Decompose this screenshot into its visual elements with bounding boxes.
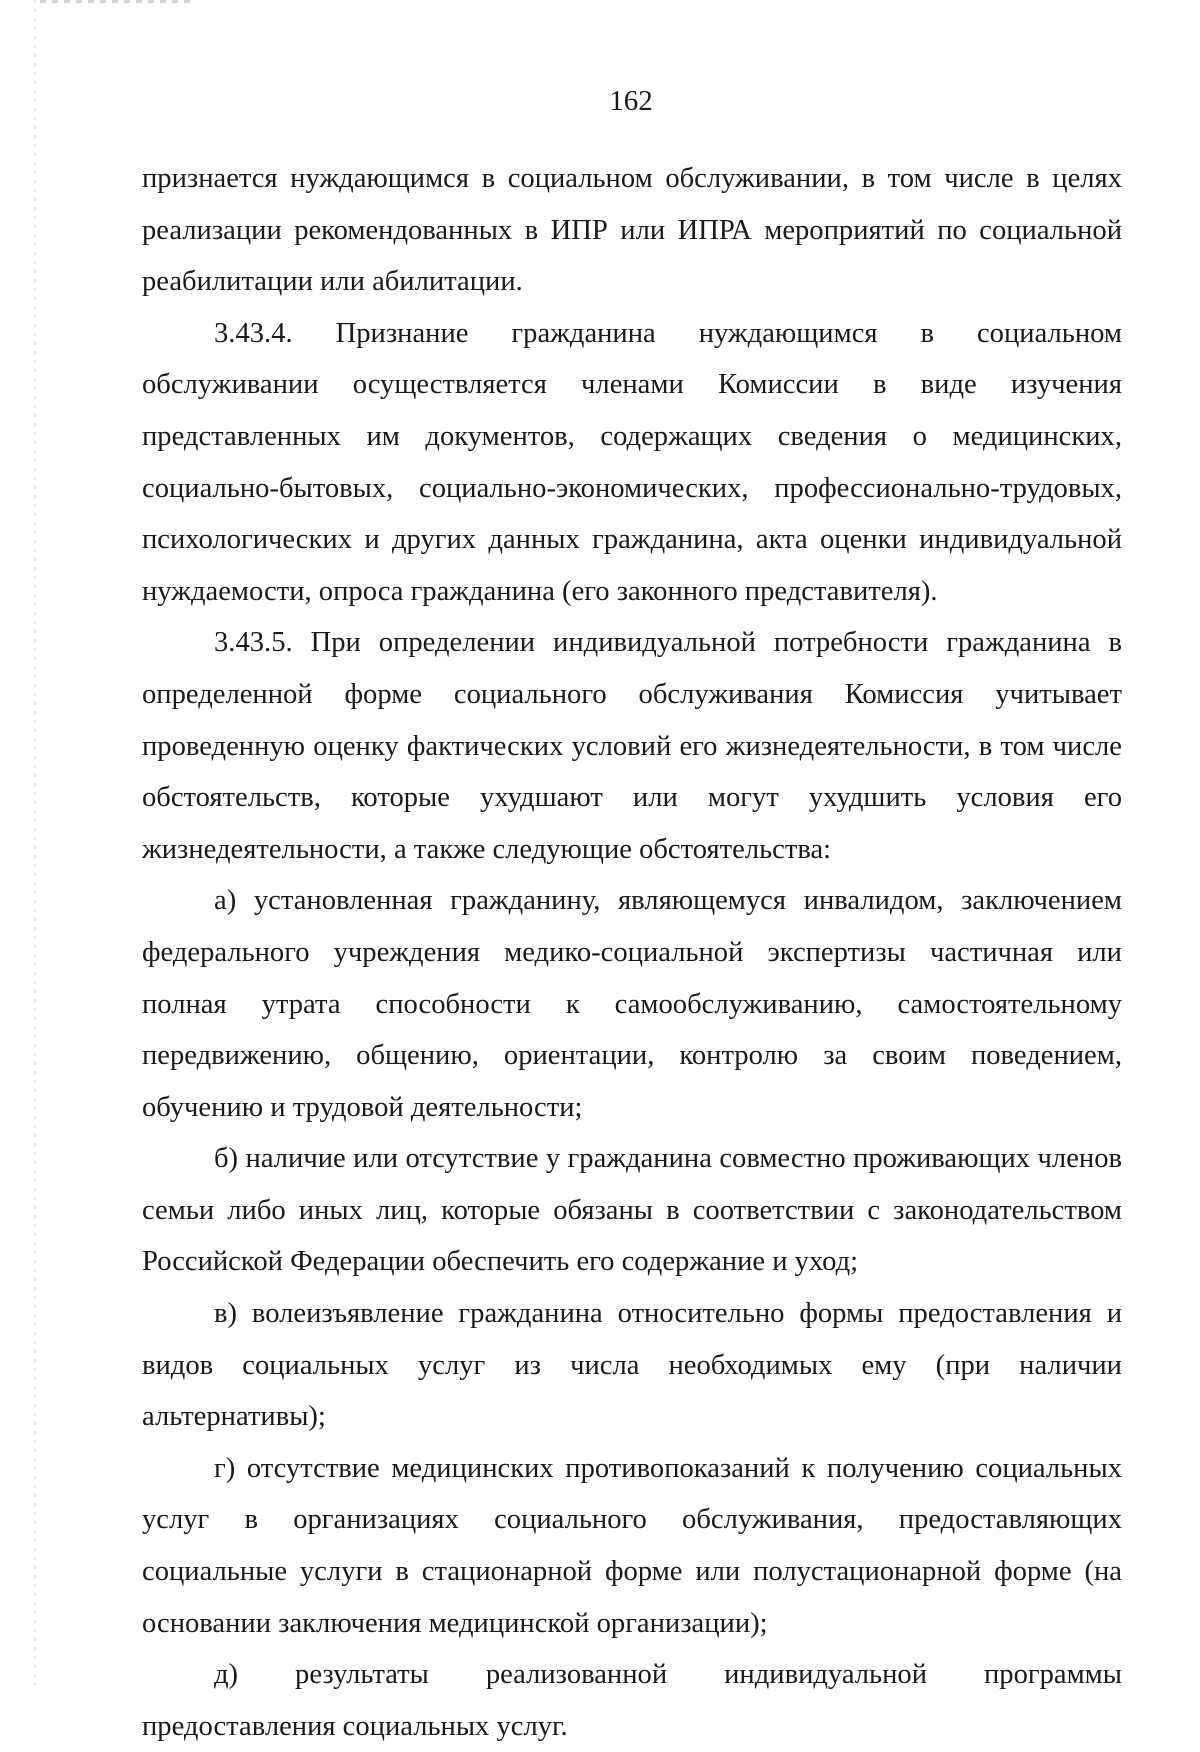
list-item-g: г) отсутствие медицинских противопоказаний к получению социальных услуг в организациях социального обслуживания, предоставляющих социальные услуги в стационарной форме или полустационарной форме (на основании заключения медицинской организации); <box>142 1452 1122 1639</box>
list-item-b: б) наличие или отсутствие у гражданина совместно проживающих членов семьи либо иных лиц, которые обязаны в соответствии с законодательством Российской Федерации обеспечить его содержание и уход; <box>142 1143 1122 1278</box>
paragraph-3-43-4: 3.43.4. Признание гражданина нуждающимся в социальном обслуживании осуществляется членами Комиссии в виде изучения представленных им документов, содержащих сведения о медицинских, социально-бытовых, социально-экономических, профессионально-трудовых, психологических и других данных гражданина, акта оценки индивидуальной нуждаемости, опроса гражданина (его законного представителя). <box>142 317 1122 607</box>
page-number: 162 <box>609 85 653 117</box>
scan-top-artifact <box>40 0 190 3</box>
document-body <box>142 153 1122 1752</box>
list-item-a: а) установленная гражданину, являющемуся инвалидом, заключением федерального учреждения медико-социальной экспертизы частичная или полная утрата способности к самообслуживанию, самостоятельному передвижению, общению, ориентации, контролю за своим поведением, обучению и трудовой деятельности; <box>142 885 1122 1123</box>
paragraph-3-43-5: 3.43.5. При определении индивидуальной потребности гражданина в определенной форме социального обслуживания Комиссия учитывает проведенную оценку фактических условий его жизнедеятельности, в том числе обстоятельств, которые ухудшают или могут ухудшить условия его жизнедеятельности, а также следующие обстоятельства: <box>142 627 1122 865</box>
list-item-v: в) волеизъявление гражданина относительно формы предоставления и видов социальных услуг из числа необходимых ему (при наличии альтернативы); <box>142 1298 1122 1433</box>
scan-edge-artifact <box>34 0 36 1685</box>
list-item-d: д) результаты реализованной индивидуальной программы предоставления социальных услуг. <box>142 1659 1122 1742</box>
paragraph-continuation: признается нуждающимся в социальном обслуживании, в том числе в целях реализации рекомендованных в ИПР или ИПРА мероприятий по социальной реабилитации или абилитации. <box>142 163 1122 298</box>
